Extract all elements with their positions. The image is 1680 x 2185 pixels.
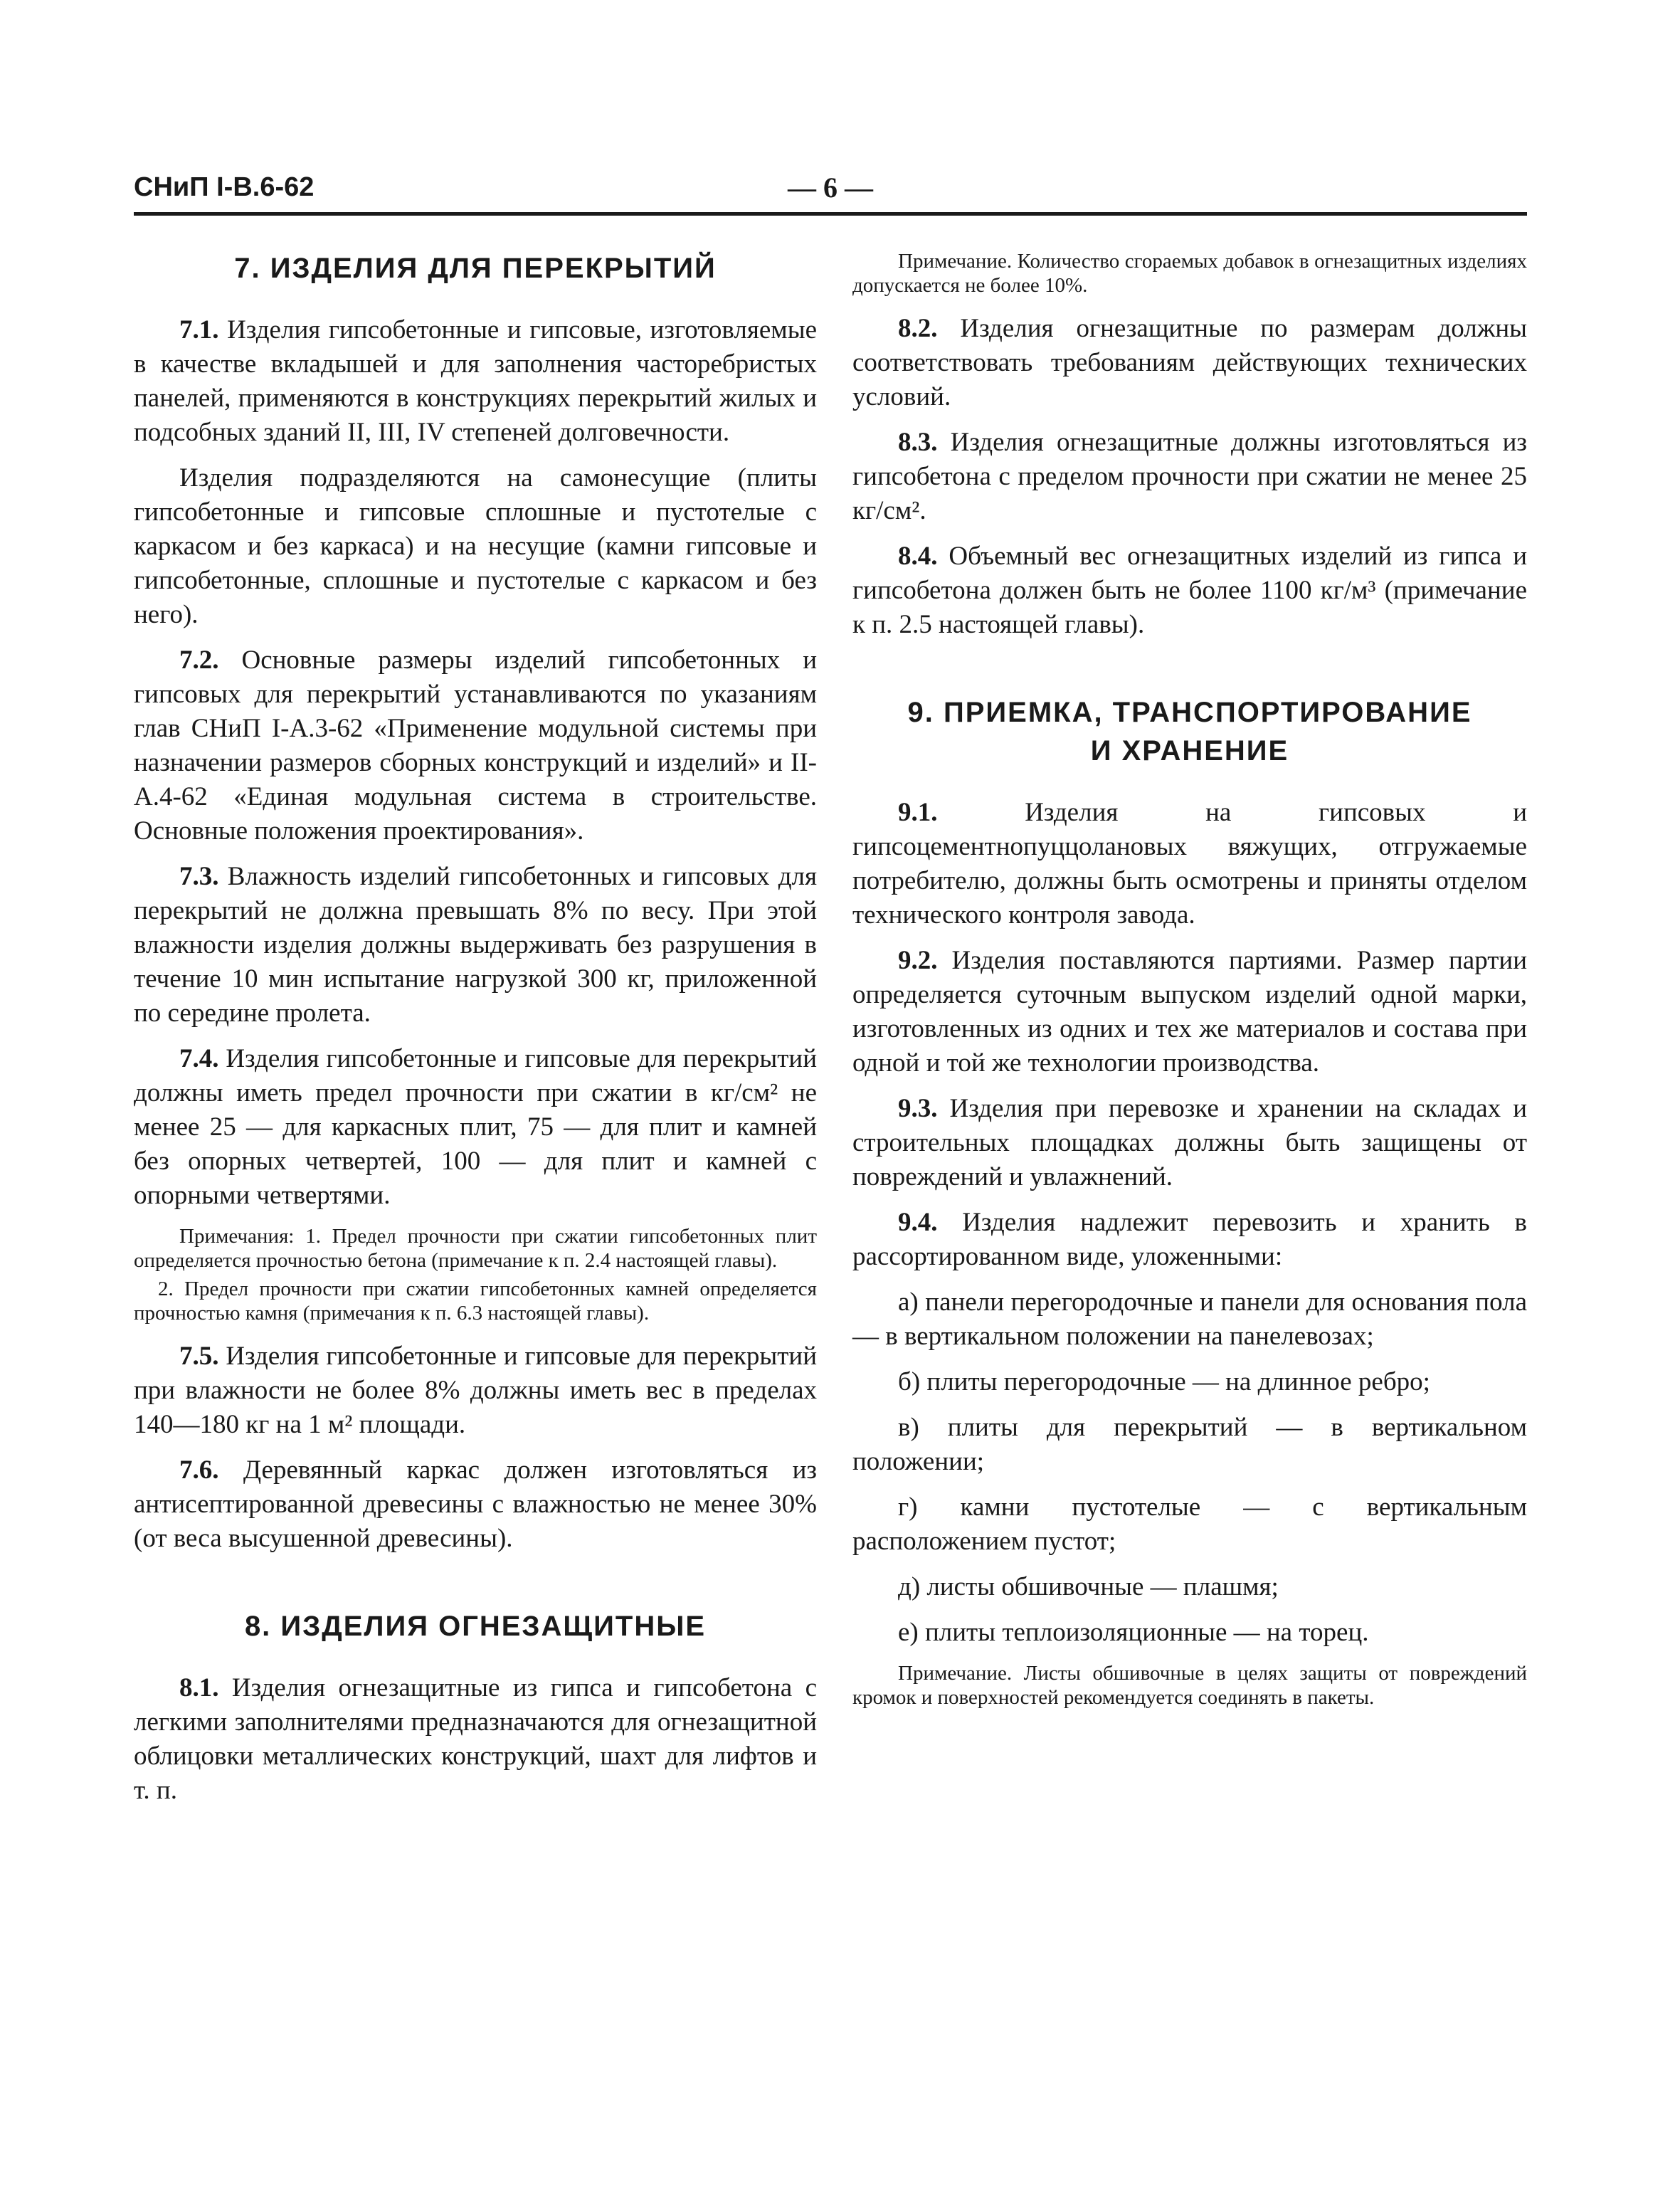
note-9: Примечание. Листы обшивочные в целях защиты от повреждений кромок и поверхностей рекомендуется соединять в пакеты. <box>852 1662 1527 1709</box>
list-item: д) листы обшивочные — плашмя; <box>898 1572 1279 1601</box>
paragraph-9-3: 9.3. Изделия при перевозке и хранении на складах и строительных площадках должны быть защищены от повреждений и увлажнений. <box>852 1094 1527 1191</box>
note-7-4 <box>134 1224 817 1325</box>
list-item: е) плиты теплоизоляционные — на торец. <box>898 1618 1369 1647</box>
paragraph-7-4: 7.4. Изделия гипсобетонные и гипсовые для перекрытий должны иметь предел прочности при сжатии в кг/см² не менее 25 — для каркасных плит, 75 — для плит и камней без опорных четвертей, 100 — для плит и камней с опорными четвертями. <box>134 1044 817 1210</box>
paragraph-7-1: 7.1. Изделия гипсобетонные и гипсовые, изготовляемые в качестве вкладышей и для заполнения часторебристых панелей, применяются в конструкциях перекрытий жилых и подсобных зданий II, III, IV степеней долговечности. <box>134 315 817 447</box>
page-number: — 6 — <box>788 172 873 204</box>
note-item-1: 1. Предел прочности при сжатии гипсобетонных плит определяется прочностью бетона (примечание к п. 2.4 настоящей главы). <box>134 1225 817 1272</box>
section-9-title: 9. ПРИЕМКА, ТРАНСПОРТИРОВАНИЕ И ХРАНЕНИЕ <box>907 697 1472 767</box>
paragraph-7-5: 7.5. Изделия гипсобетонные и гипсовые для перекрытий при влажности не более 8% должны иметь вес в пределах 140—180 кг на 1 м² площади. <box>134 1342 817 1439</box>
paragraph-8-3: 8.3. Изделия огнезащитные должны изготовляться из гипсобетона с пределом прочности при сжатии не менее 25 кг/см². <box>852 428 1527 525</box>
paragraph-7-3: 7.3. Влажность изделий гипсобетонных и гипсовых для перекрытий не должна превышать 8% по весу. При этой влажности изделия должны выдерживать без разрушения в течение 10 мин испытание нагрузкой 300 кг, приложенной по середине пролета. <box>134 862 817 1028</box>
paragraph-8-1: 8.1. Изделия огнезащитные из гипса и гипсобетона с легкими заполнителями предназначаются для огнезащитной облицовки металлических конструкций, шахт для лифтов и т. п. <box>134 1673 817 1805</box>
paragraph-7-6: 7.6. Деревянный каркас должен изготовляться из антисептированной древесины с влажностью не менее 30% (от веса высушенной древесины). <box>134 1455 817 1553</box>
note-8-1: Примечание. Количество сгораемых добавок в огнезащитных изделиях допускается не более 10%. <box>852 250 1527 297</box>
right-column <box>852 249 1527 1724</box>
paragraph-8-4: 8.4. Объемный вес огнезащитных изделий из гипса и гипсобетона должен быть не более 1100 кг/м³ (примечание к п. 2.5 настоящей главы). <box>852 542 1528 639</box>
paragraph-9-2: 9.2. Изделия поставляются партиями. Размер партии определяется суточным выпуском изделий одной марки, изготовленных из одних и тех же материалов и состава при одной и той же технологии производства. <box>852 946 1527 1078</box>
list-item: в) плиты для перекрытий — в вертикальном положении; <box>852 1413 1527 1476</box>
list-item: г) камни пустотелые — с вертикальным расположением пустот; <box>852 1492 1527 1556</box>
note-item-2: 2. Предел прочности при сжатии гипсобетонных камней определяется прочностью камня (примечания к п. 6.3 настоящей главы). <box>134 1278 817 1325</box>
list-item: б) плиты перегородочные — на длинное ребро; <box>898 1367 1430 1396</box>
storage-list <box>852 1285 1527 1650</box>
paragraph-7-1-continued: Изделия подразделяются на самонесущие (плиты гипсобетонные и гипсовые сплошные и пустотелые с каркасом и без каркаса) и на несущие (камни гипсовые и гипсобетонные, сплошные и пустотелые с каркасом и без него). <box>134 463 817 629</box>
page-header <box>134 169 1527 216</box>
paragraph-9-1: 9.1. Изделия на гипсовых и гипсоцементнопуццолановых вяжущих, отгружаемые потребителю, должны быть осмотрены и приняты отделом технического контроля завода. <box>852 798 1527 930</box>
section-8-title: 8. ИЗДЕЛИЯ ОГНЕЗАЩИТНЫЕ <box>244 1611 707 1642</box>
section-7-title: 7. ИЗДЕЛИЯ ДЛЯ ПЕРЕКРЫТИЙ <box>234 253 717 284</box>
document-code: СНиП I-В.6-62 <box>134 172 315 202</box>
paragraph-7-2: 7.2. Основные размеры изделий гипсобетонных и гипсовых для перекрытий устанавливаются по указаниям глав СНиП I-А.3-62 «Применение модульной системы при назначении размеров сборных конструкций и изделий» и II-А.4-62 «Единая модульная система в строительстве. Основные положения проектирования». <box>134 646 818 846</box>
paragraph-9-4: 9.4. Изделия надлежит перевозить и хранить в рассортированном виде, уложенными: <box>852 1208 1528 1271</box>
left-column <box>134 249 817 1819</box>
list-item: а) панели перегородочные и панели для основания пола — в вертикальном положении на панелевозах; <box>852 1288 1527 1351</box>
note-label: Примечания: <box>179 1225 295 1248</box>
paragraph-8-2: 8.2. Изделия огнезащитные по размерам должны соответствовать требованиям действующих технических условий. <box>852 314 1527 411</box>
